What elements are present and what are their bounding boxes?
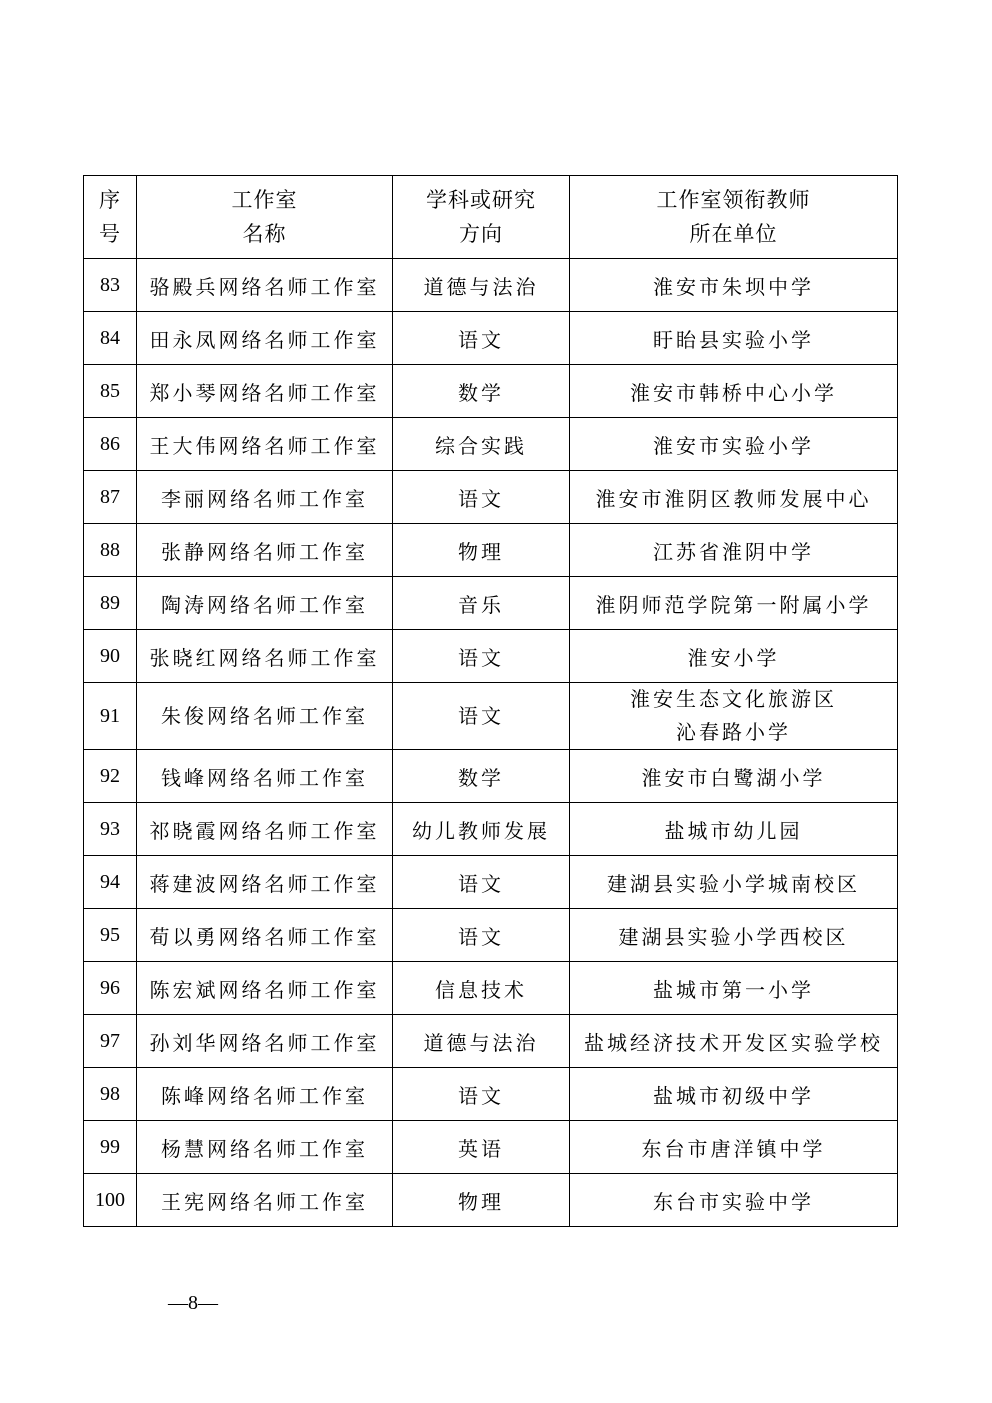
unit-cell — [570, 962, 898, 1015]
unit-line: 淮安生态文化旅游区 — [630, 687, 837, 711]
header-serial — [84, 176, 137, 259]
table-row — [84, 577, 898, 630]
table-row — [84, 1015, 898, 1068]
unit-cell — [570, 856, 898, 909]
header-row — [84, 176, 898, 259]
studio-name-cell: 骆殿兵网络名师工作室 — [137, 259, 393, 312]
header-line: 名称 — [242, 222, 287, 246]
studio-name-cell: 杨慧网络名师工作室 — [137, 1121, 393, 1174]
page-number: —8— — [168, 1292, 218, 1314]
unit-line: 淮安市淮阴区教师发展中心 — [595, 486, 872, 511]
header-line: 学科或研究 — [426, 188, 536, 212]
subject-cell: 道德与法治 — [393, 1015, 570, 1068]
studio-name-cell: 荀以勇网络名师工作室 — [137, 909, 393, 962]
table-row — [84, 856, 898, 909]
unit-cell — [570, 909, 898, 962]
table-row — [84, 259, 898, 312]
unit-line: 盐城市初级中学 — [653, 1083, 814, 1108]
unit-cell — [570, 803, 898, 856]
unit-line: 东台市实验中学 — [653, 1189, 814, 1214]
serial-cell: 94 — [84, 856, 137, 909]
unit-cell — [570, 1121, 898, 1174]
table-row — [84, 312, 898, 365]
table-row — [84, 803, 898, 856]
serial-cell: 99 — [84, 1121, 137, 1174]
table-row — [84, 630, 898, 683]
unit-cell — [570, 683, 898, 750]
unit-line: 淮安市实验小学 — [653, 433, 814, 458]
studio-name-cell: 朱俊网络名师工作室 — [137, 683, 393, 750]
subject-cell: 语文 — [393, 683, 570, 750]
subject-cell: 英语 — [393, 1121, 570, 1174]
subject-cell: 语文 — [393, 471, 570, 524]
serial-cell: 93 — [84, 803, 137, 856]
serial-cell: 98 — [84, 1068, 137, 1121]
table-row — [84, 1121, 898, 1174]
table-row — [84, 365, 898, 418]
serial-cell: 90 — [84, 630, 137, 683]
header-studio-name — [137, 176, 393, 259]
subject-cell: 物理 — [393, 1174, 570, 1227]
unit-line: 淮安市白鹭湖小学 — [641, 765, 826, 790]
serial-cell: 92 — [84, 750, 137, 803]
serial-cell: 100 — [84, 1174, 137, 1227]
header-line: 序 — [99, 188, 121, 212]
subject-cell: 综合实践 — [393, 418, 570, 471]
unit-line: 沁春路小学 — [676, 720, 791, 744]
serial-cell: 85 — [84, 365, 137, 418]
subject-cell: 幼儿教师发展 — [393, 803, 570, 856]
studio-name-cell: 陶涛网络名师工作室 — [137, 577, 393, 630]
studio-name-cell: 钱峰网络名师工作室 — [137, 750, 393, 803]
header-line: 工作室 — [231, 188, 298, 212]
unit-line: 淮阴师范学院第一附属小学 — [595, 592, 872, 617]
studio-name-cell: 陈宏斌网络名师工作室 — [137, 962, 393, 1015]
unit-cell — [570, 312, 898, 365]
studio-name-cell: 祁晓霞网络名师工作室 — [137, 803, 393, 856]
subject-cell: 道德与法治 — [393, 259, 570, 312]
header-unit — [570, 176, 898, 259]
unit-cell — [570, 1174, 898, 1227]
unit-line: 江苏省淮阴中学 — [653, 539, 814, 564]
studio-name-cell: 张静网络名师工作室 — [137, 524, 393, 577]
subject-cell: 语文 — [393, 1068, 570, 1121]
subject-cell: 语文 — [393, 630, 570, 683]
serial-cell: 88 — [84, 524, 137, 577]
unit-line: 建湖县实验小学城南校区 — [607, 871, 860, 896]
serial-cell: 84 — [84, 312, 137, 365]
unit-cell — [570, 1068, 898, 1121]
serial-cell: 86 — [84, 418, 137, 471]
roster-table — [83, 175, 898, 1227]
table-row — [84, 1068, 898, 1121]
table-row — [84, 909, 898, 962]
unit-line: 盐城市幼儿园 — [664, 818, 803, 843]
serial-cell: 87 — [84, 471, 137, 524]
unit-cell — [570, 365, 898, 418]
unit-line: 淮安市韩桥中心小学 — [630, 380, 837, 405]
unit-cell — [570, 1015, 898, 1068]
studio-name-cell: 王大伟网络名师工作室 — [137, 418, 393, 471]
table-row — [84, 683, 898, 750]
studio-name-cell: 孙刘华网络名师工作室 — [137, 1015, 393, 1068]
header-subject — [393, 176, 570, 259]
studio-name-cell: 李丽网络名师工作室 — [137, 471, 393, 524]
unit-line: 盐城市第一小学 — [653, 977, 814, 1002]
studio-name-cell: 郑小琴网络名师工作室 — [137, 365, 393, 418]
unit-cell — [570, 259, 898, 312]
serial-cell: 97 — [84, 1015, 137, 1068]
unit-cell — [570, 577, 898, 630]
studio-name-cell: 陈峰网络名师工作室 — [137, 1068, 393, 1121]
table-row — [84, 962, 898, 1015]
serial-cell: 89 — [84, 577, 137, 630]
subject-cell: 数学 — [393, 750, 570, 803]
table-row — [84, 418, 898, 471]
unit-line: 东台市唐洋镇中学 — [641, 1136, 826, 1161]
studio-name-cell: 王宪网络名师工作室 — [137, 1174, 393, 1227]
serial-cell: 95 — [84, 909, 137, 962]
subject-cell: 语文 — [393, 312, 570, 365]
studio-name-cell: 田永凤网络名师工作室 — [137, 312, 393, 365]
unit-line: 淮安市朱坝中学 — [653, 274, 814, 299]
table-row — [84, 750, 898, 803]
serial-cell: 83 — [84, 259, 137, 312]
subject-cell: 语文 — [393, 856, 570, 909]
unit-cell — [570, 524, 898, 577]
unit-cell — [570, 630, 898, 683]
table-row — [84, 524, 898, 577]
subject-cell: 数学 — [393, 365, 570, 418]
unit-cell — [570, 750, 898, 803]
subject-cell: 信息技术 — [393, 962, 570, 1015]
studio-name-cell: 张晓红网络名师工作室 — [137, 630, 393, 683]
subject-cell: 物理 — [393, 524, 570, 577]
unit-line: 盐城经济技术开发区实验学校 — [584, 1030, 883, 1055]
header-line: 方向 — [459, 222, 503, 246]
header-line: 工作室领衔教师 — [656, 188, 811, 212]
unit-line: 盱眙县实验小学 — [653, 327, 814, 352]
unit-line: 淮安小学 — [687, 645, 780, 670]
unit-cell — [570, 418, 898, 471]
header-line: 号 — [99, 222, 121, 246]
serial-cell: 91 — [84, 683, 137, 750]
table-row — [84, 471, 898, 524]
subject-cell: 语文 — [393, 909, 570, 962]
studio-name-cell: 蒋建波网络名师工作室 — [137, 856, 393, 909]
unit-cell — [570, 471, 898, 524]
unit-line: 建湖县实验小学西校区 — [618, 924, 849, 949]
serial-cell: 96 — [84, 962, 137, 1015]
subject-cell: 音乐 — [393, 577, 570, 630]
table-row — [84, 1174, 898, 1227]
header-line: 所在单位 — [689, 222, 778, 246]
